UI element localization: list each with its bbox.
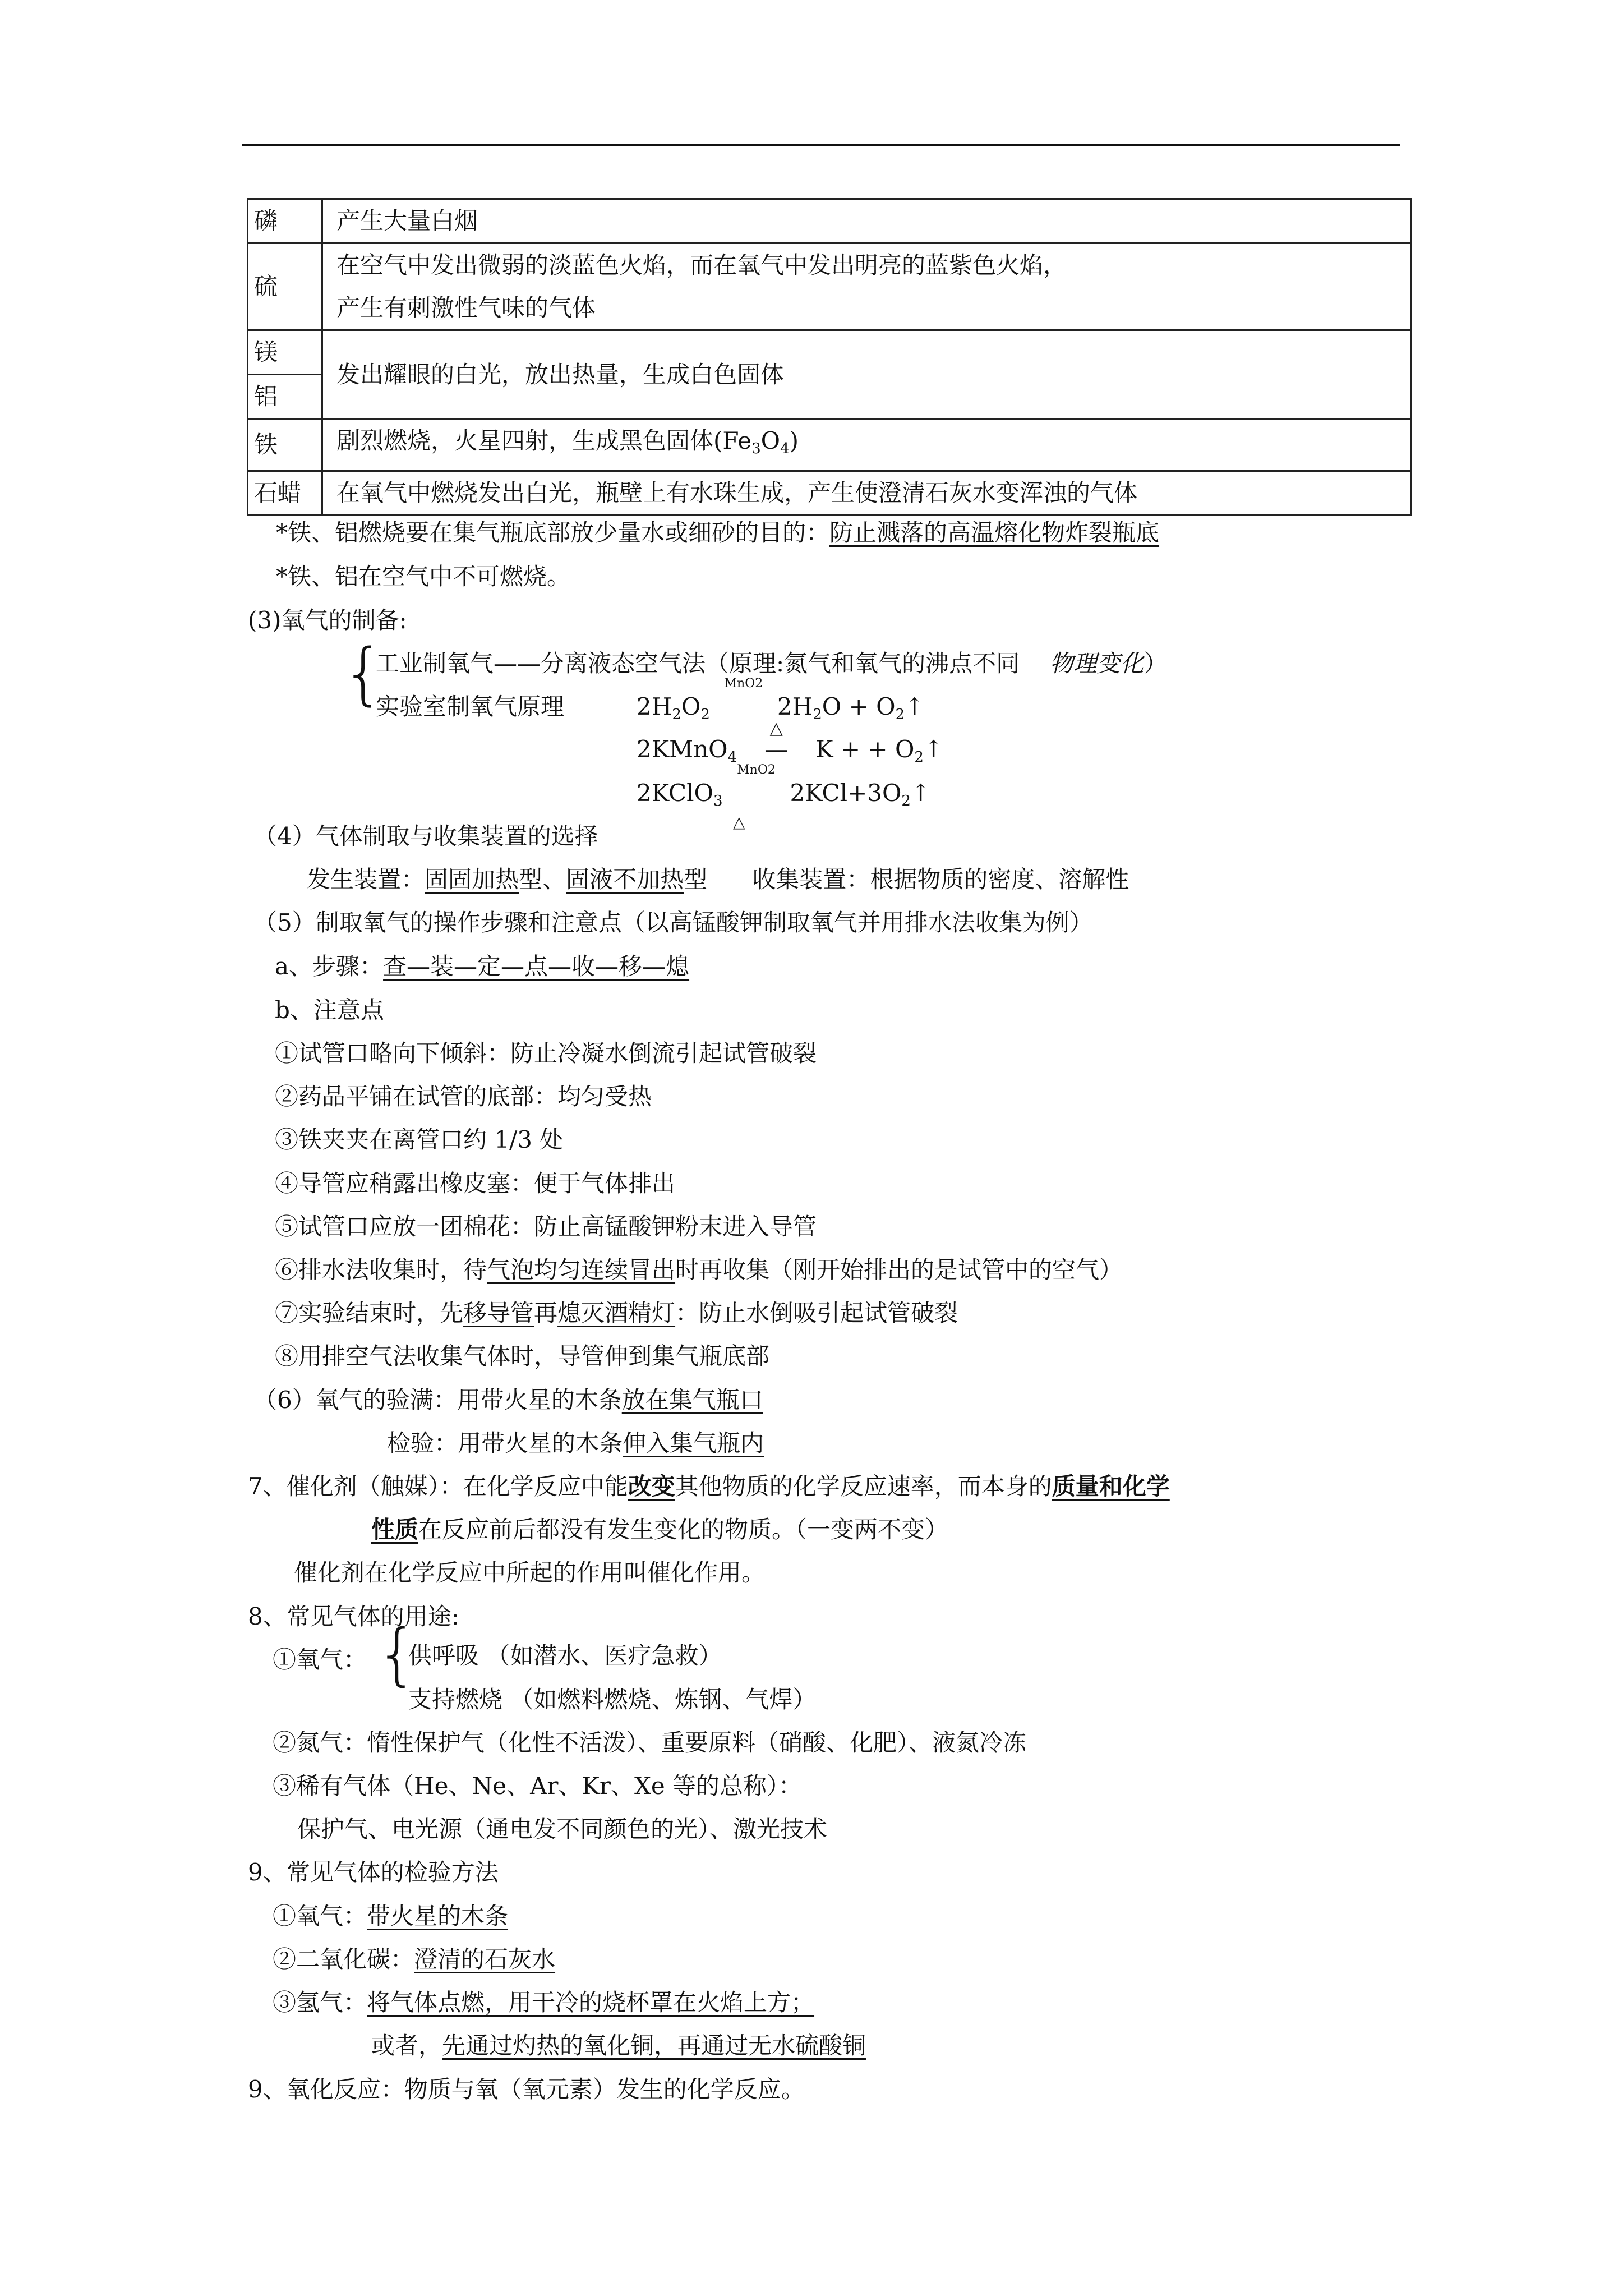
subscript: 2 (895, 706, 905, 723)
list-item: b、注意点 (275, 996, 384, 1024)
list-item (275, 1253, 1123, 1287)
apparatus-line (307, 863, 1129, 896)
subscript: 2 (914, 749, 924, 766)
phenomenon-cell (322, 419, 1412, 471)
note-line (276, 516, 1159, 550)
text: 剧烈燃烧，火星四射，生成黑色固体(Fe (336, 427, 752, 454)
reaction-kmno4 (637, 719, 944, 777)
section-title: （5）制取氧气的操作步骤和注意点（以高锰酸钾制取氧气并用排水法收集为例） (253, 909, 1093, 936)
test-item (273, 1986, 814, 2019)
text: 7、催化剂（触媒）：在化学反应中能 (248, 1473, 628, 1500)
test-item (371, 2029, 866, 2063)
element-cell: 硫 (248, 243, 322, 330)
text: ③氢气： (273, 1989, 367, 2016)
text: 或者， (371, 2032, 442, 2059)
text: 2H (777, 693, 813, 720)
text: 收集装置：根据物质的密度、溶解性 (752, 866, 1129, 893)
text: （6）氧气的验满：用带火星的木条 (253, 1386, 622, 1414)
element-cell: 镁 (248, 330, 322, 375)
underlined-text: 带火星的木条 (367, 1902, 509, 1930)
text: 工业制氧气——分离液态空气法（原理:氮气和氧气的沸点不同 (376, 650, 1020, 677)
use-item: 支持燃烧 （如燃料燃烧、炼钢、气焊） (408, 1686, 817, 1713)
industry-line (376, 647, 1168, 680)
text: *铁、铝燃烧要在集气瓶底部放少量水或细砂的目的： (276, 519, 830, 546)
section-title: （4）气体制取与收集装置的选择 (253, 822, 598, 850)
combustion-table (247, 198, 1412, 516)
underlined-text: 气泡均匀连续冒出 (487, 1256, 676, 1283)
underlined-text: 改变 (628, 1473, 675, 1500)
underlined-text: 放在集气瓶口 (621, 1386, 763, 1414)
text: 在反应前后都没有发生变化的物质。（一变两不变） (418, 1516, 949, 1543)
section-title: 8、常见气体的用途: (248, 1603, 459, 1630)
phenomenon-cell: 发出耀眼的白光，放出热量，生成白色固体 (322, 330, 1412, 419)
table-row (248, 199, 1412, 243)
test-item (273, 1899, 508, 1933)
subscript: 4 (727, 749, 737, 766)
subscript: 2 (813, 706, 822, 723)
list-item: ②药品平铺在试管的底部：均匀受热 (275, 1083, 652, 1110)
underlined-text: 固固加热 (425, 866, 519, 893)
underlined-text: 澄清的石灰水 (414, 1945, 556, 1973)
text: ：防止水倒吸引起试管破裂 (675, 1299, 958, 1327)
subscript: 2 (901, 793, 911, 809)
underlined-text: 固液不加热 (566, 866, 684, 893)
catalyst-arrow (723, 763, 790, 810)
list-item: ⑤试管口应放一团棉花：防止高锰酸钾粉末进入导管 (275, 1213, 817, 1240)
text: ) (789, 427, 799, 454)
underlined-text: 质量和化学 (1052, 1473, 1170, 1500)
text: K (815, 735, 833, 763)
section-title: (3)氧气的制备: (248, 606, 407, 634)
text: 检验：用带火星的木条 (387, 1429, 623, 1457)
table-row (248, 330, 1412, 375)
note-line: *铁、铝在空气中不可燃烧。 (276, 563, 571, 590)
text: 其他物质的化学反应速率，而本身的 (675, 1473, 1052, 1500)
subscript: 3 (751, 440, 761, 457)
phenomenon-cell (322, 243, 1412, 330)
subscript: 2 (672, 706, 681, 723)
list-item: ①试管口略向下倾斜：防止冷凝水倒流引起试管破裂 (275, 1039, 817, 1067)
list-item (275, 1296, 958, 1330)
catalyst-definition (371, 1513, 948, 1547)
element-cell: 铝 (248, 375, 322, 419)
underlined-text: 伸入集气瓶内 (623, 1429, 764, 1457)
text: 型 (684, 866, 708, 893)
underlined-text: 熄灭酒精灯 (557, 1299, 676, 1327)
underlined-text: 移导管 (463, 1299, 534, 1327)
heat-label: △ (769, 719, 783, 738)
lab-label: 实验室制氧气原理 (376, 693, 565, 720)
verify-line (253, 1383, 763, 1417)
list-item: ⑧用排空气法收集气体时，导管伸到集气瓶底部 (275, 1342, 770, 1370)
text: O (681, 693, 701, 720)
element-cell: 磷 (248, 199, 322, 243)
underlined-text: 将气体点燃，用干冷的烧杯罩在火焰上方； (367, 1989, 815, 2016)
underlined-text: 性质 (371, 1516, 419, 1543)
table-row (248, 471, 1412, 516)
left-brace: { (376, 1616, 419, 1694)
phenomenon-cell: 在氧气中燃烧发出白光，瓶壁上有水珠生成，产生使澄清石灰水变浑浊的气体 (322, 471, 1412, 516)
text: 时再收集（刚开始排出的是试管中的空气） (675, 1256, 1123, 1283)
phenomenon-line: 产生有刺激性气味的气体 (336, 294, 596, 321)
text: 2KMnO (637, 735, 728, 763)
text: O + O (822, 693, 896, 720)
text: 2KClO (637, 779, 713, 807)
text: 发生装置： (307, 866, 425, 893)
section-title: 9、常见气体的检验方法 (248, 1858, 499, 1886)
underlined-text: 先通过灼热的氧化铜，再通过无水硫酸铜 (442, 2032, 866, 2059)
text: ⑦实验结束时，先 (275, 1299, 464, 1327)
italic-text: 物理变化 (1049, 650, 1144, 677)
text: O (760, 427, 781, 454)
oxygen-label: ①氧气： (273, 1646, 367, 1673)
text: ⑥排水法收集时，待 (275, 1256, 487, 1283)
phenomenon-cell: 产生大量白烟 (322, 199, 1412, 243)
underlined-text: 防止溅落的高温熔化物炸裂瓶底 (829, 519, 1160, 546)
text: 2KCl+3O (790, 779, 902, 807)
heat-arrow: △ — (737, 733, 815, 766)
reaction-kclo3 (637, 763, 931, 818)
text: + + O (833, 735, 915, 763)
text: ↑ (910, 779, 931, 807)
text: ②二氧化碳： (273, 1945, 414, 1973)
underlined-text: 查—装—定—点—收—移—熄 (383, 953, 690, 980)
catalyst-note: 催化剂在化学反应中所起的作用叫催化作用。 (294, 1559, 766, 1586)
list-item: ④导管应稍露出橡皮塞：便于气体排出 (275, 1170, 676, 1197)
catalyst-label: MnO2 (724, 677, 763, 691)
heat-symbol: △ (733, 813, 745, 831)
table-row (248, 419, 1412, 471)
use-item: ②氮气：惰性保护气（化性不活泼）、重要原料（硝酸、化肥）、液氮冷冻 (273, 1729, 1027, 1756)
header-rule (242, 144, 1400, 146)
subscript: 4 (780, 440, 790, 457)
test-item (273, 1943, 555, 1976)
text: ①氧气： (273, 1902, 367, 1930)
subscript: 2 (700, 706, 710, 723)
catalyst-definition (248, 1470, 1170, 1503)
text: ） (1144, 650, 1168, 677)
use-item: 保护气、电光源（通电发不同颜色的光）、激光技术 (297, 1815, 828, 1843)
list-item: ③铁夹夹在离管口约 1/3 处 (275, 1126, 564, 1153)
subscript: 3 (713, 793, 723, 809)
use-item: ③稀有气体（He、Ne、Ar、Kr、Xe 等的总称）： (273, 1772, 803, 1800)
use-item: 供呼吸 （如潜水、医疗急救） (408, 1642, 722, 1669)
text: 型、 (519, 866, 566, 893)
phenomenon-line: 在空气中发出微弱的淡蓝色火焰，而在氧气中发出明亮的蓝紫色火焰， (336, 251, 1067, 279)
verify-line (387, 1427, 764, 1460)
catalyst-label: MnO2 (737, 763, 776, 777)
element-cell: 铁 (248, 419, 322, 471)
section-title: 9、氧化反应：物质与氧（氧元素）发生的化学反应。 (248, 2076, 805, 2103)
table-row (248, 243, 1412, 330)
text: a、步骤： (275, 953, 384, 980)
text: 2H (637, 693, 672, 720)
left-brace: { (342, 635, 385, 713)
text: ↑ (923, 735, 944, 763)
catalyst-arrow (710, 677, 777, 724)
text: ↑ (905, 693, 925, 720)
steps-line (275, 950, 689, 983)
element-cell: 石蜡 (248, 471, 322, 516)
text: 再 (534, 1299, 558, 1327)
